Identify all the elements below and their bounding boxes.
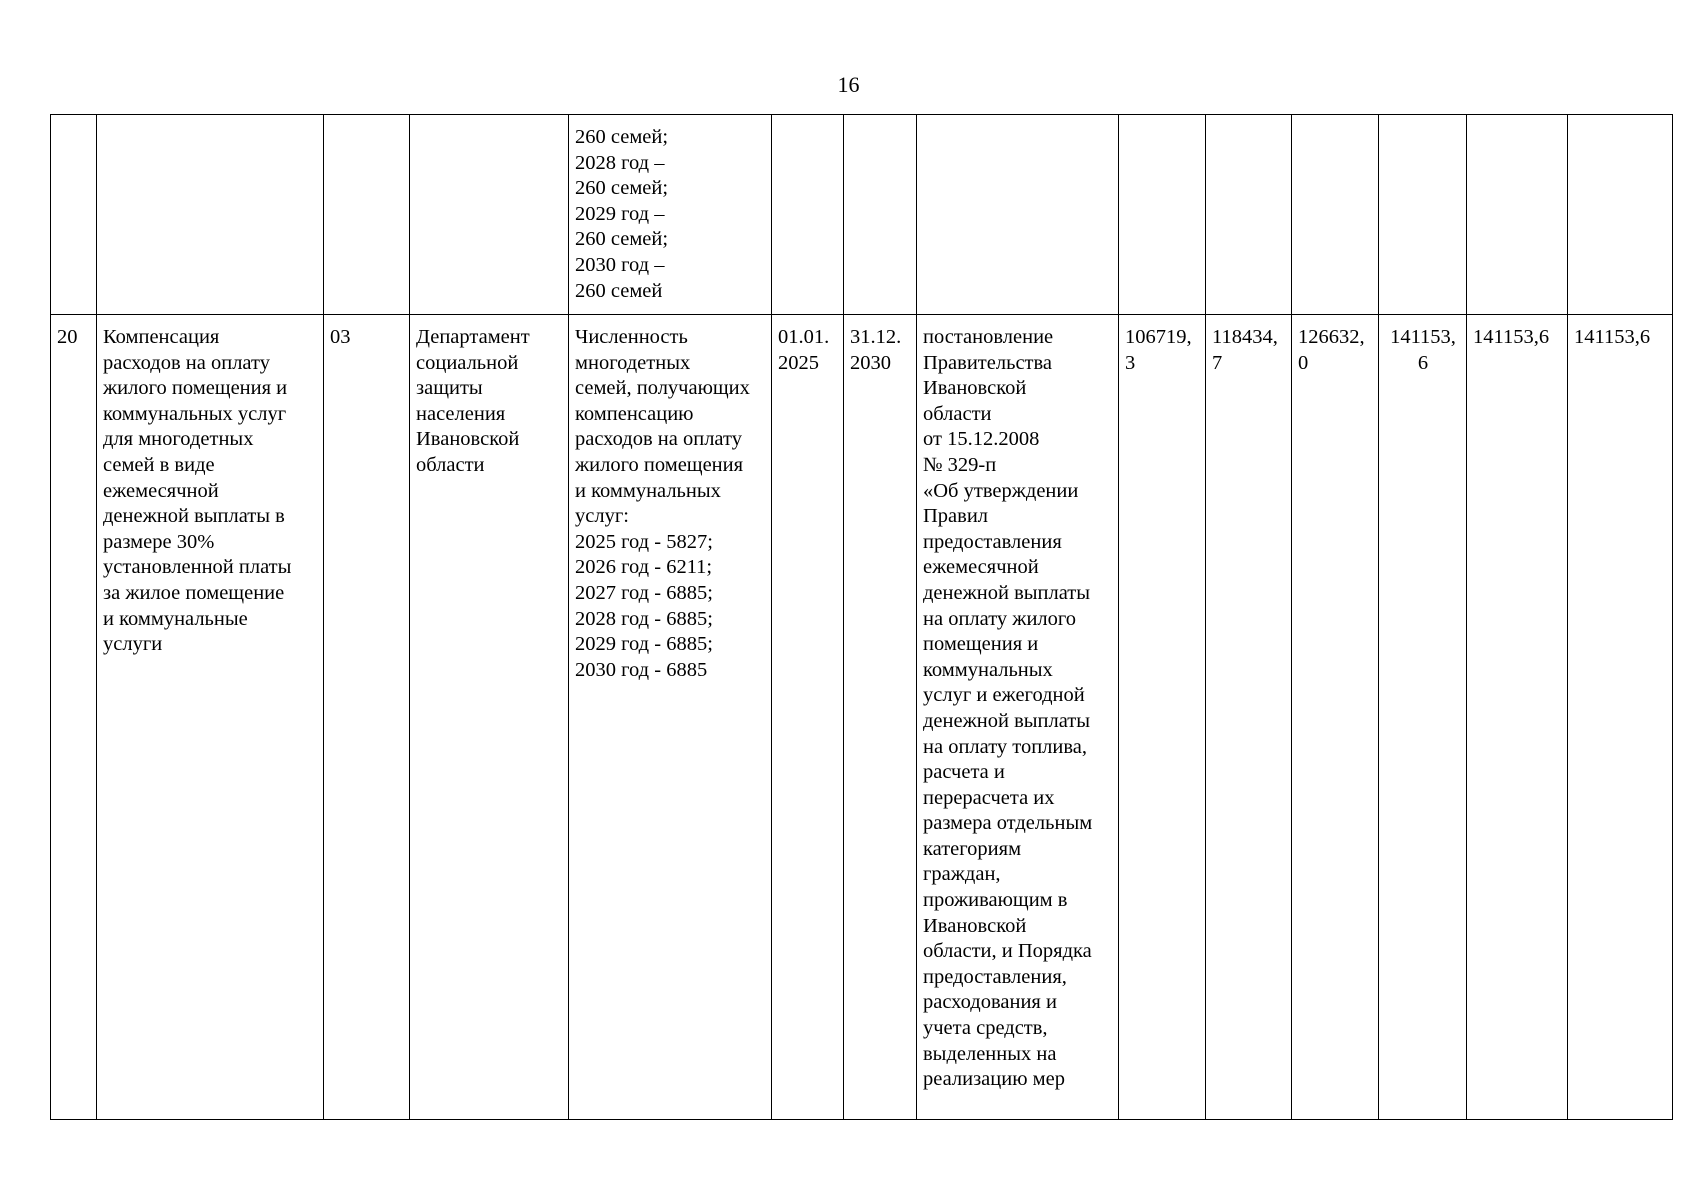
cell-amount-2026: 118434, 7: [1206, 315, 1292, 1120]
cell-amount-2025: 106719, 3: [1119, 315, 1206, 1120]
cell-amount-2030: 141153,6: [1568, 315, 1673, 1120]
cell-activity-name: [97, 115, 324, 315]
cell-amount-2029: 141153,6: [1467, 315, 1568, 1120]
page-number: 16: [837, 72, 860, 97]
cell-code: [324, 115, 410, 315]
cell-amount-2025: [1119, 115, 1206, 315]
cell-amount-2030: [1568, 115, 1673, 315]
table-row: [51, 115, 1673, 315]
cell-activity-name: Компенсация расходов на оплату жилого помещения и коммунальных услуг для многодетных семей в виде ежемесячной денежной выплаты в размере 30% установленной платы за жилое помещение и коммунальные услуги: [97, 315, 324, 1120]
program-activities-table: [50, 114, 1673, 1120]
cell-row-number: 20: [51, 315, 97, 1120]
cell-start-date: [772, 115, 844, 315]
cell-end-date: 31.12. 2030: [844, 315, 917, 1120]
cell-legal-basis: постановление Правительства Ивановской области от 15.12.2008 № 329-п «Об утверждении Правил предоставления ежемесячной денежной выплаты на оплату жилого помещения и коммунальных услуг и ежегодной денежной выплаты на оплату топлива, расчета и перерасчета их размера отдельным категориям граждан, проживающим в Ивановской области, и Порядка предоставления, расходования и учета средств, выделенных на реализацию мер: [917, 315, 1119, 1120]
cell-indicator: 260 семей; 2028 год – 260 семей; 2029 год – 260 семей; 2030 год – 260 семей: [569, 115, 772, 315]
cell-amount-2027: [1292, 115, 1379, 315]
cell-indicator: Численность многодетных семей, получающих компенсацию расходов на оплату жилого помещения и коммунальных услуг: 2025 год - 5827; 2026 год - 6211; 2027 год - 6885; 2028 год - 6885; 2029 год - 6885; 2030 год - 6885: [569, 315, 772, 1120]
cell-executor: Департамент социальной защиты населения Ивановской области: [410, 315, 569, 1120]
cell-amount-2029: [1467, 115, 1568, 315]
cell-executor: [410, 115, 569, 315]
cell-legal-basis: [917, 115, 1119, 315]
cell-amount-2028: [1379, 115, 1467, 315]
cell-amount-2027: 126632, 0: [1292, 315, 1379, 1120]
table-row: [51, 315, 1673, 1120]
cell-start-date: 01.01. 2025: [772, 315, 844, 1120]
cell-code: 03: [324, 315, 410, 1120]
cell-end-date: [844, 115, 917, 315]
cell-row-number: [51, 115, 97, 315]
cell-amount-2026: [1206, 115, 1292, 315]
cell-amount-2028: 141153, 6: [1379, 315, 1467, 1120]
